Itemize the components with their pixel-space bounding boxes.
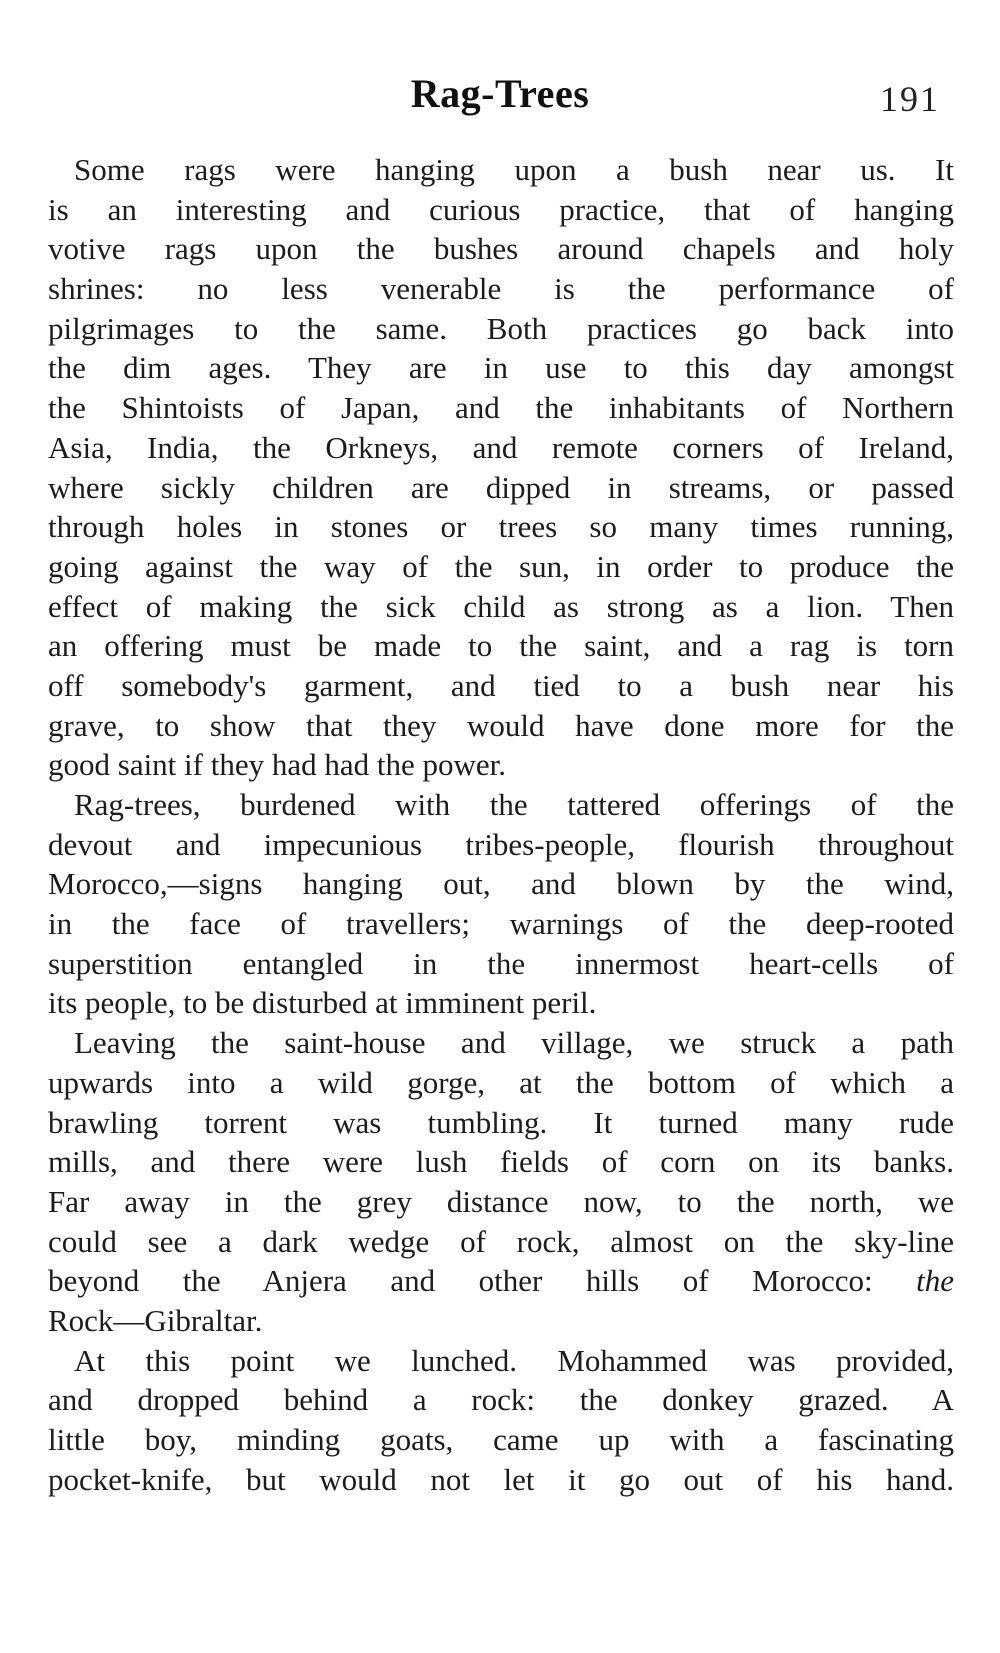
text-line: upwards into a wild gorge, at the bottom of which a <box>48 1064 954 1100</box>
body-text <box>48 150 954 1499</box>
text-line: At this point we lunched. Mohammed was provided, <box>74 1342 954 1378</box>
text-line: through holes in stones or trees so many times running, <box>48 509 954 545</box>
text-line: Some rags were hanging upon a bush near us. It <box>74 152 954 187</box>
text-line: Rag-trees, burdened with the tattered offerings of the <box>74 787 954 822</box>
text-line: superstition entangled in the innermost heart-cells of <box>48 945 954 981</box>
text-line: Morocco,—signs hanging out, and blown by the wind, <box>48 866 954 902</box>
text-line: little boy, minding goats, came up with a fascinating <box>48 1422 954 1457</box>
running-head <box>0 62 1000 122</box>
text-line: Leaving the saint-house and village, we struck a path <box>74 1025 954 1061</box>
paragraph-2 <box>48 785 954 1023</box>
text-line: the dim ages. They are in use to this day amongst <box>48 350 954 386</box>
text-line: could see a dark wedge of rock, almost on the sky-line <box>48 1223 954 1259</box>
paragraph-1 <box>48 150 954 785</box>
text-line: grave, to show that they would have done more for the <box>48 707 954 743</box>
text-line: effect of making the sick child as strong as a lion. Then <box>48 588 954 624</box>
text-line: shrines: no less venerable is the performance of <box>48 271 954 307</box>
text-line: Far away in the grey distance now, to the north, we <box>48 1183 954 1219</box>
text-line: votive rags upon the bushes around chapels and holy <box>48 231 954 267</box>
text-line: an offering must be made to the saint, and a rag is torn <box>48 628 954 664</box>
text-line-with-italic <box>48 1261 954 1301</box>
text-line: and dropped behind a rock: the donkey grazed. A <box>48 1382 954 1418</box>
text-line: Rock—Gibraltar. <box>48 1302 263 1338</box>
text-line: the Shintoists of Japan, and the inhabitants of Northern <box>48 390 954 426</box>
text-line: devout and impecunious tribes-people, flourish throughout <box>48 826 954 862</box>
italic-word: the <box>916 1263 955 1299</box>
text-line-segment: beyond the Anjera and other hills of Morocco: <box>48 1263 873 1299</box>
text-line: pocket-knife, but would not let it go out of his hand. <box>48 1461 954 1497</box>
text-line: is an interesting and curious practice, that of hanging <box>48 191 954 227</box>
text-line: where sickly children are dipped in streams, or passed <box>48 469 954 505</box>
text-line: Asia, India, the Orkneys, and remote corners of Ireland, <box>48 429 954 465</box>
text-line: pilgrimages to the same. Both practices go back into <box>48 310 954 346</box>
text-line: brawling torrent was tumbling. It turned many rude <box>48 1104 954 1140</box>
text-line: good saint if they had had the power. <box>48 747 507 783</box>
text-line: going against the way of the sun, in order to produce the <box>48 548 954 584</box>
paragraph-3 <box>48 1023 954 1341</box>
text-line: mills, and there were lush fields of corn on its banks. <box>48 1144 954 1180</box>
text-line: its people, to be disturbed at imminent peril. <box>48 985 597 1021</box>
text-line: in the face of travellers; warnings of the deep-rooted <box>48 906 954 942</box>
page-number: 191 <box>880 79 940 119</box>
paragraph-4 <box>48 1341 954 1500</box>
text-line: off somebody's garment, and tied to a bush near his <box>48 667 954 703</box>
running-title: Rag-Trees <box>410 71 590 116</box>
